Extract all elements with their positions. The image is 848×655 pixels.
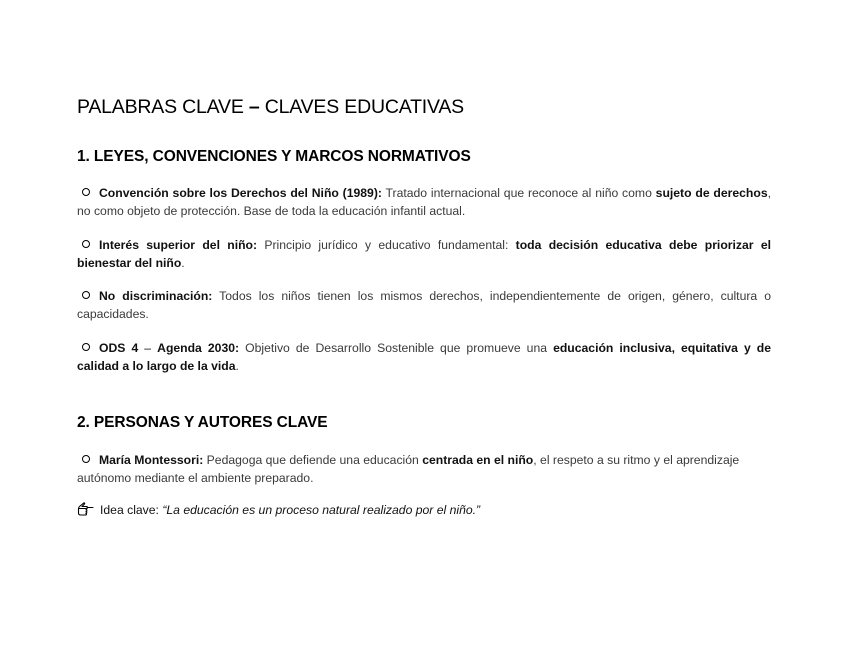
bullet-icon xyxy=(82,455,90,463)
bullet-icon xyxy=(82,343,90,351)
bullet-icon xyxy=(82,291,90,299)
list-item-no-discriminacion xyxy=(77,287,771,323)
term-interes-superior: Interés superior del niño: xyxy=(99,238,258,252)
bullet-icon xyxy=(82,240,90,248)
document-title xyxy=(77,96,464,119)
title-part-1: PALABRAS CLAVE xyxy=(77,96,249,118)
item-text: Principio jurídico y educativo fundamental: xyxy=(257,238,516,252)
list-item-montessori xyxy=(77,451,771,487)
list-item-ods4 xyxy=(77,339,771,375)
title-dash: – xyxy=(248,96,260,118)
item-text: , el respeto a su ritmo y el aprendizaje autónomo mediante el ambiente preparado. xyxy=(77,453,740,485)
item-text: Tratado internacional que reconoce al niño como xyxy=(381,186,656,200)
item-text: Todos los niños tienen los mismos derechos, independientemente de origen, género, cultura o capacidades. xyxy=(77,289,771,321)
term-ods4: ODS 4 xyxy=(99,341,139,355)
pointing-hand-icon xyxy=(77,502,94,516)
item-text: . xyxy=(235,359,239,373)
item-emphasis: sujeto de derechos xyxy=(655,186,768,200)
term-convencion: Convención sobre los Derechos del Niño (1989): xyxy=(99,186,382,200)
bullet-icon xyxy=(82,188,90,196)
term-montessori: María Montessori: xyxy=(99,453,204,467)
item-emphasis: centrada en el niño xyxy=(422,453,534,467)
list-item-interes-superior xyxy=(77,236,771,272)
term-no-discriminacion: No discriminación: xyxy=(99,289,213,303)
item-emphasis: educación inclusiva, equitativa y de calidad a lo largo de la vida xyxy=(77,341,772,373)
item-text: Objetivo de Desarrollo Sostenible que promueve una xyxy=(239,341,554,355)
item-text: , no como objeto de protección. Base de toda la educación infantil actual. xyxy=(77,186,771,218)
item-emphasis: toda decisión educativa debe priorizar el bienestar del niño xyxy=(77,238,771,270)
idea-label: Idea clave: xyxy=(100,503,163,517)
title-part-2: CLAVES EDUCATIVAS xyxy=(259,96,464,118)
item-text: . xyxy=(181,256,185,270)
list-item-convencion xyxy=(77,184,771,220)
idea-clave xyxy=(77,501,771,519)
section-heading-leyes: 1. LEYES, CONVENCIONES Y MARCOS NORMATIVOS xyxy=(77,148,471,165)
term-agenda-2030: Agenda 2030: xyxy=(157,341,240,355)
term-dash: – xyxy=(138,341,158,355)
section-heading-personas: 2. PERSONAS Y AUTORES CLAVE xyxy=(77,414,328,431)
idea-quote: “La educación es un proceso natural realizado por el niño.” xyxy=(162,503,481,517)
item-text: Pedagoga que defiende una educación xyxy=(203,453,423,467)
